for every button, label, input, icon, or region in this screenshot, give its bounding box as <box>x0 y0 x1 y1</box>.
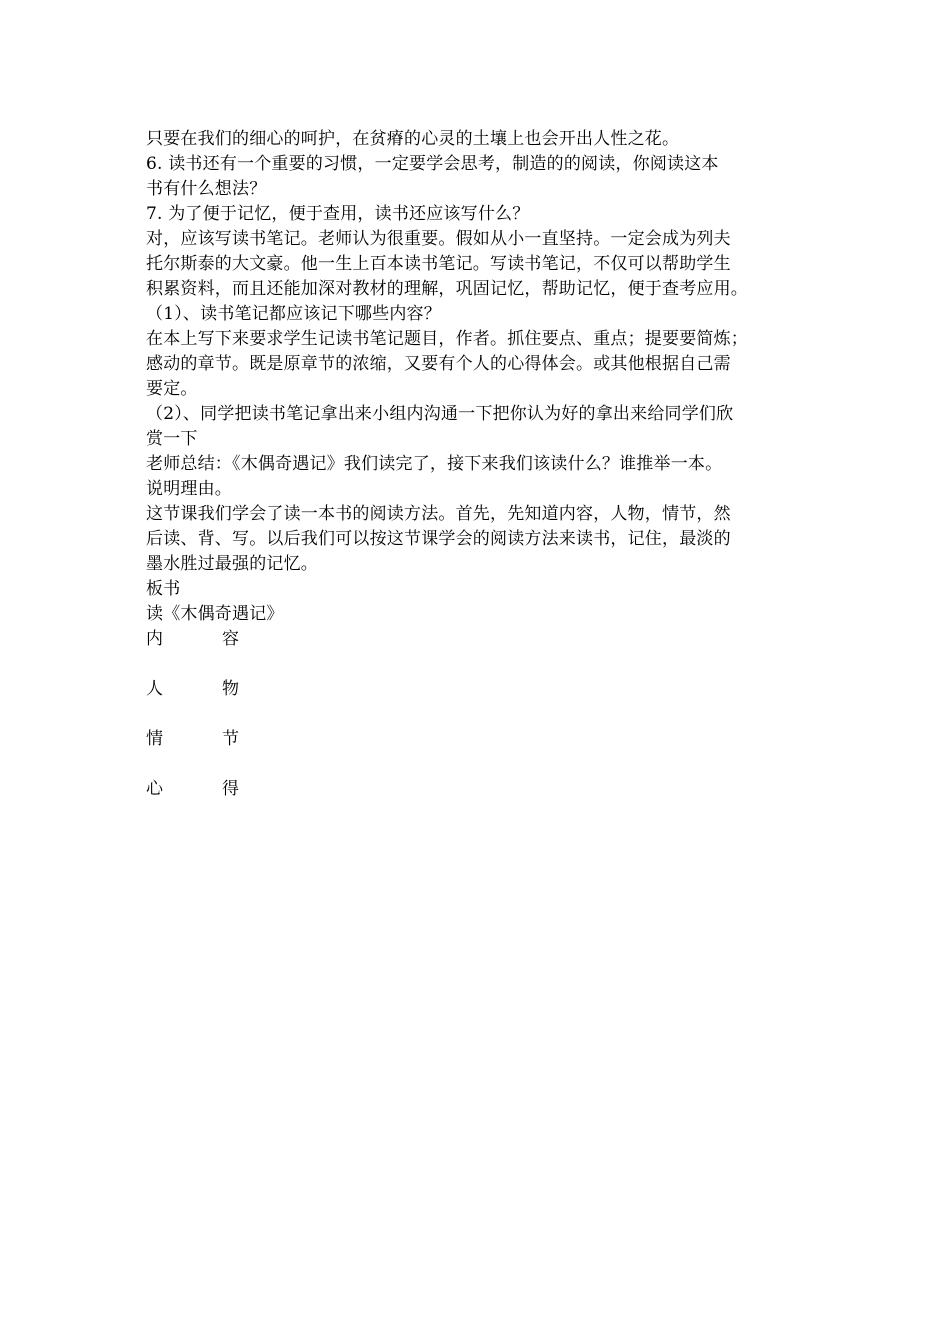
text-line: 在本上写下来要求学生记读书笔记题目，作者。抓住要点、重点；提要要简炼； <box>146 329 748 349</box>
board-cell: 人 <box>146 679 163 699</box>
board-cell: 情 <box>146 729 163 749</box>
board-row <box>146 777 818 802</box>
text-line: 书有什么想法？ <box>146 179 267 199</box>
text-line: 6. 读书还有一个重要的习惯，一定要学会思考，制造的的阅读，你阅读这本 <box>146 154 719 174</box>
text-line: 要定。 <box>146 379 198 399</box>
text-line: 后读、背、写。以后我们可以按这节课学会的阅读方法来读书，记住，最淡的 <box>146 529 731 549</box>
board-cell: 容 <box>222 629 239 649</box>
board-heading: 板书 <box>146 579 181 599</box>
board-cell: 得 <box>222 779 239 799</box>
text-line: （1）、读书笔记都应该记下哪些内容？ <box>146 304 441 324</box>
text-line: 积累资料，而且还能加深对教材的理解，巩固记忆，帮助记忆，便于查考应用。 <box>146 279 748 299</box>
document-page <box>146 127 818 802</box>
board-cell: 物 <box>222 679 239 699</box>
board-cell: 心 <box>146 779 163 799</box>
spacer <box>146 702 818 727</box>
board-row <box>146 627 818 652</box>
text-line: （2）、同学把读书笔记拿出来小组内沟通一下把你认为好的拿出来给同学们欣 <box>146 404 734 424</box>
text-line: 只要在我们的细心的呵护，在贫瘠的心灵的土壤上也会开出人性之花。 <box>146 129 680 149</box>
text-line: 这节课我们学会了读一本书的阅读方法。首先，先知道内容，人物，情节，然 <box>146 504 731 524</box>
text-line: 说明理由。 <box>146 479 232 499</box>
text-line: 墨水胜过最强的记忆。 <box>146 554 318 574</box>
text-line: 托尔斯泰的大文豪。他一生上百本读书笔记。写读书笔记，不仅可以帮助学生 <box>146 254 731 274</box>
text-line: 7. 为了便于记忆，便于查用，读书还应该写什么？ <box>146 204 530 224</box>
board-cell: 内 <box>146 629 163 649</box>
spacer <box>146 752 818 777</box>
spacer <box>146 652 818 677</box>
board-cell: 节 <box>222 729 239 749</box>
text-line: 赏一下 <box>146 429 198 449</box>
board-row <box>146 677 818 702</box>
board-row <box>146 727 818 752</box>
text-line: 感动的章节。既是原章节的浓缩，又要有个人的心得体会。或其他根据自己需 <box>146 354 731 374</box>
text-line: 对，应该写读书笔记。老师认为很重要。假如从小一直坚持。一定会成为列夫 <box>146 229 731 249</box>
board-title: 读《木偶奇遇记》 <box>146 604 284 624</box>
text-line: 老师总结：《木偶奇遇记》我们读完了，接下来我们该读什么？谁推举一本。 <box>146 454 723 474</box>
